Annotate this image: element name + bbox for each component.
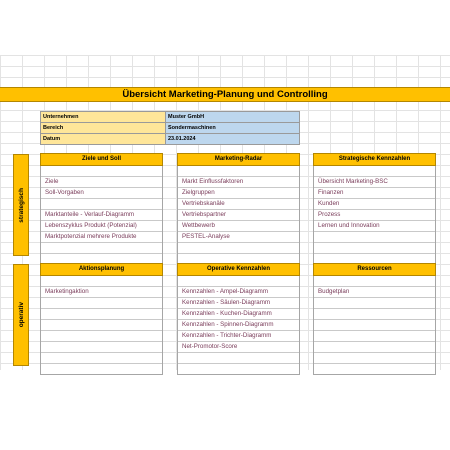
block-ziele bbox=[40, 153, 163, 265]
block-row bbox=[314, 319, 435, 330]
block-row bbox=[41, 341, 162, 352]
side-label-text: strategisch bbox=[17, 187, 25, 223]
link-soll-vorgaben[interactable]: Soll-Vorgaben bbox=[41, 187, 162, 198]
block-row bbox=[41, 352, 162, 363]
info-value[interactable]: Muster GmbH bbox=[166, 112, 300, 123]
block-header: Ressourcen bbox=[313, 263, 436, 276]
info-label[interactable]: Unternehmen bbox=[41, 112, 166, 123]
block-row bbox=[178, 166, 299, 176]
block-row bbox=[314, 297, 435, 308]
block-header: Operative Kennzahlen bbox=[177, 263, 300, 276]
info-row-date bbox=[41, 134, 300, 145]
link-net-promotor-score[interactable]: Net-Promotor-Score bbox=[178, 341, 299, 352]
block-row bbox=[41, 330, 162, 341]
info-label[interactable]: Datum bbox=[41, 134, 166, 145]
link-prozess[interactable]: Prozess bbox=[314, 209, 435, 220]
link-kuchen-diagramm[interactable]: Kennzahlen - Kuchen-Diagramm bbox=[178, 308, 299, 319]
link-trichter-diagramm[interactable]: Kennzahlen - Trichter-Diagramm bbox=[178, 330, 299, 341]
block-row bbox=[41, 198, 162, 209]
block-rows bbox=[177, 166, 300, 265]
block-strategische-kennzahlen bbox=[313, 153, 436, 265]
block-row bbox=[41, 319, 162, 330]
link-ziele[interactable]: Ziele bbox=[41, 176, 162, 187]
block-row bbox=[178, 242, 299, 253]
block-row bbox=[41, 166, 162, 176]
block-row bbox=[41, 242, 162, 253]
block-header: Ziele und Soll bbox=[40, 153, 163, 166]
block-row bbox=[314, 352, 435, 363]
info-row-area bbox=[41, 123, 300, 134]
block-rows bbox=[40, 276, 163, 375]
side-label-strategic bbox=[13, 154, 29, 256]
info-row-company bbox=[41, 112, 300, 123]
block-row bbox=[178, 352, 299, 363]
link-budgetplan[interactable]: Budgetplan bbox=[314, 286, 435, 297]
link-marketing-bsc[interactable]: Übersicht Marketing-BSC bbox=[314, 176, 435, 187]
link-ampel-diagramm[interactable]: Kennzahlen - Ampel-Diagramm bbox=[178, 286, 299, 297]
block-rows bbox=[313, 166, 436, 265]
block-header: Strategische Kennzahlen bbox=[313, 153, 436, 166]
page-title: Übersicht Marketing-Planung und Controlling bbox=[0, 87, 450, 102]
block-row bbox=[178, 276, 299, 286]
link-wettbewerb[interactable]: Wettbewerb bbox=[178, 220, 299, 231]
link-pestel-analyse[interactable]: PESTEL-Analyse bbox=[178, 231, 299, 242]
link-kunden[interactable]: Kunden bbox=[314, 198, 435, 209]
link-vertriebspartner[interactable]: Vertriebspartner bbox=[178, 209, 299, 220]
block-row bbox=[178, 363, 299, 374]
block-row bbox=[314, 341, 435, 352]
side-label-text: operativ bbox=[17, 302, 25, 328]
block-row bbox=[41, 308, 162, 319]
link-zielgruppen[interactable]: Zielgruppen bbox=[178, 187, 299, 198]
block-row bbox=[314, 276, 435, 286]
block-operative-kennzahlen bbox=[177, 263, 300, 375]
block-row bbox=[41, 297, 162, 308]
info-label[interactable]: Bereich bbox=[41, 123, 166, 134]
block-header: Marketing-Radar bbox=[177, 153, 300, 166]
block-ressourcen bbox=[313, 263, 436, 375]
link-saeulen-diagramm[interactable]: Kennzahlen - Säulen-Diagramm bbox=[178, 297, 299, 308]
info-value[interactable]: Sondermaschinen bbox=[166, 123, 300, 134]
block-row bbox=[41, 363, 162, 374]
link-lernen-innovation[interactable]: Lernen und Innovation bbox=[314, 220, 435, 231]
block-row bbox=[314, 242, 435, 253]
link-marktpotenzial[interactable]: Marktpotenzial mehrere Produkte bbox=[41, 231, 162, 242]
block-row bbox=[41, 276, 162, 286]
block-aktionsplanung bbox=[40, 263, 163, 375]
block-row bbox=[314, 166, 435, 176]
link-vertriebskanaele[interactable]: Vertriebskanäle bbox=[178, 198, 299, 209]
block-row bbox=[314, 231, 435, 242]
block-rows bbox=[40, 166, 163, 265]
info-value[interactable]: 23.01.2024 bbox=[166, 134, 300, 145]
block-marketing-radar bbox=[177, 153, 300, 265]
link-marktanteile[interactable]: Marktanteile - Verlauf-Diagramm bbox=[41, 209, 162, 220]
block-row bbox=[314, 308, 435, 319]
block-row bbox=[314, 363, 435, 374]
block-rows bbox=[177, 276, 300, 375]
link-finanzen[interactable]: Finanzen bbox=[314, 187, 435, 198]
link-spinnen-diagramm[interactable]: Kennzahlen - Spinnen-Diagramm bbox=[178, 319, 299, 330]
info-table bbox=[40, 111, 300, 145]
block-header: Aktionsplanung bbox=[40, 263, 163, 276]
side-label-operative bbox=[13, 264, 29, 366]
link-marketingaktion[interactable]: Marketingaktion bbox=[41, 286, 162, 297]
block-row bbox=[314, 330, 435, 341]
block-rows bbox=[313, 276, 436, 375]
link-markt-einflussfaktoren[interactable]: Markt Einflussfaktoren bbox=[178, 176, 299, 187]
link-lebenszyklus[interactable]: Lebenszyklus Produkt (Potenzial) bbox=[41, 220, 162, 231]
